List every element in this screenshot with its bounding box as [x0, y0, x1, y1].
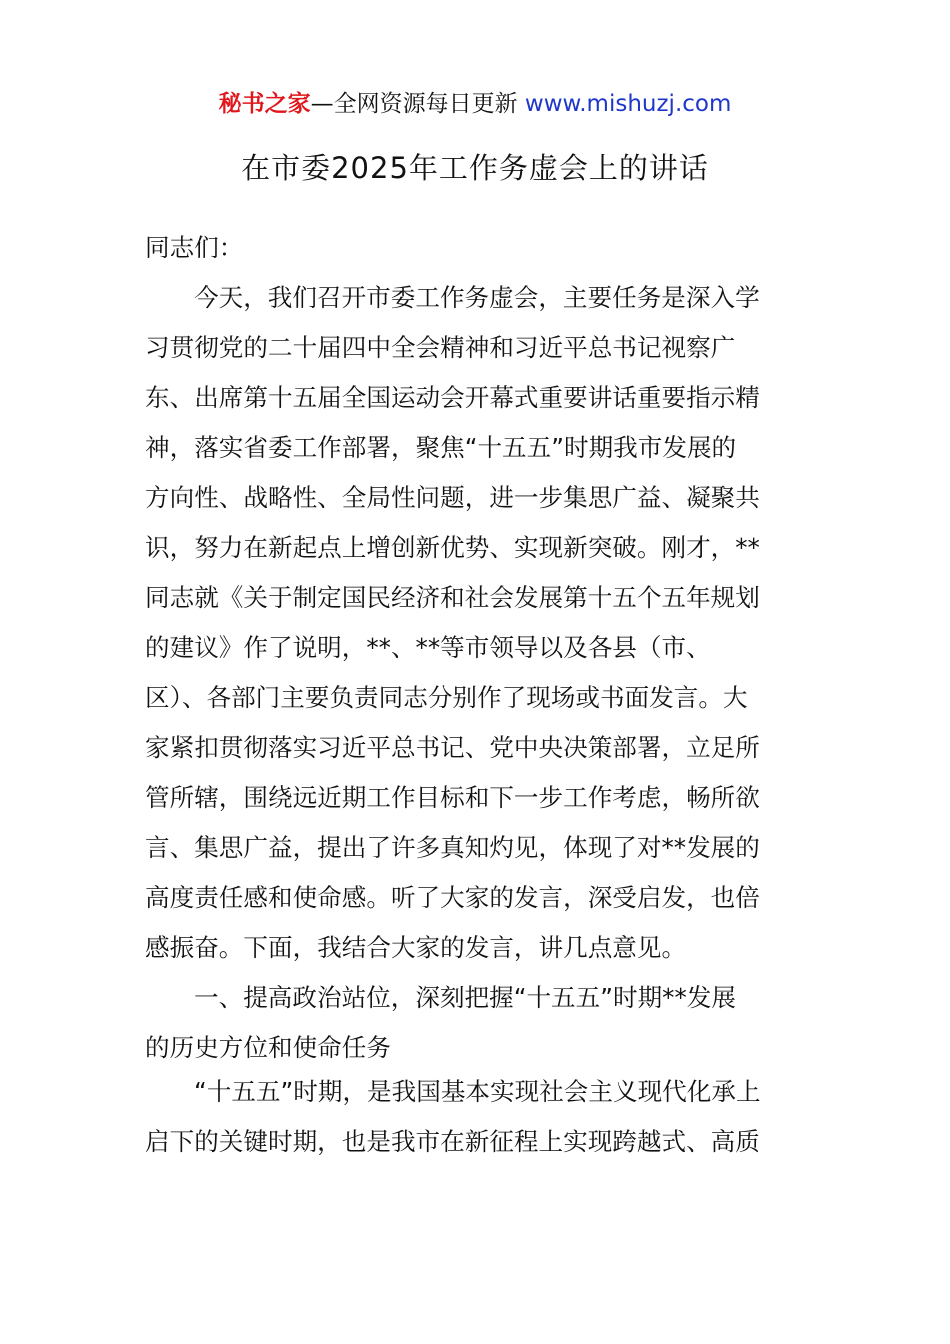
paragraph-line: 启下的关键时期，也是我市在新征程上实现跨越式、高质: [145, 1127, 760, 1156]
paragraph-line: 习贯彻党的二十届四中全会精神和习近平总书记视察广: [145, 333, 736, 362]
paragraph-line: 同志就《关于制定国民经济和社会发展第十五个五年规划: [145, 583, 760, 612]
paragraph-line: 的建议》作了说明，**、**等市领导以及各县（市、: [145, 633, 711, 662]
paragraph-line: 感振奋。下面，我结合大家的发言，讲几点意见。: [145, 933, 687, 962]
paragraph-line: 言、集思广益，提出了许多真知灼见，体现了对**发展的: [145, 833, 760, 862]
paragraph-line: 家紧扣贯彻落实习近平总书记、党中央决策部署，立足所: [145, 733, 760, 762]
document-body: [145, 223, 810, 1167]
document-title: 在市委2025年工作务虚会上的讲话: [241, 151, 709, 185]
paragraph-line: 识，努力在新起点上增创新优势、实现新突破。刚才，**: [145, 533, 760, 562]
paragraph-line: 高度责任感和使命感。听了大家的发言，深受启发，也倍: [145, 883, 760, 912]
site-header: [0, 86, 950, 122]
section-heading-line: 一、提高政治站位，深刻把握“十五五”时期**发展: [194, 983, 736, 1012]
section-heading-line: 的历史方位和使命任务: [145, 1033, 391, 1062]
paragraph-line: 管所辖，围绕远近期工作目标和下一步工作考虑，畅所欲: [145, 783, 760, 812]
paragraph-line: 区）、各部门主要负责同志分别作了现场或书面发言。大: [145, 683, 748, 712]
paragraph-line: 东、出席第十五届全国运动会开幕式重要讲话重要指示精: [145, 383, 760, 412]
site-url-link[interactable]: www.mishuzj.com: [524, 91, 732, 117]
paragraph-line: 方向性、战略性、全局性问题，进一步集思广益、凝聚共: [145, 483, 760, 512]
paragraph-line: “十五五”时期，是我国基本实现社会主义现代化承上: [194, 1077, 761, 1106]
paragraph-line: 今天，我们召开市委工作务虚会，主要任务是深入学: [194, 283, 760, 312]
site-tagline: —全网资源每日更新: [310, 91, 518, 117]
salutation-line: 同志们：: [145, 233, 244, 262]
paragraph-line: 神，落实省委工作部署，聚焦“十五五”时期我市发展的: [145, 433, 737, 462]
site-brand: 秘书之家: [218, 91, 311, 117]
